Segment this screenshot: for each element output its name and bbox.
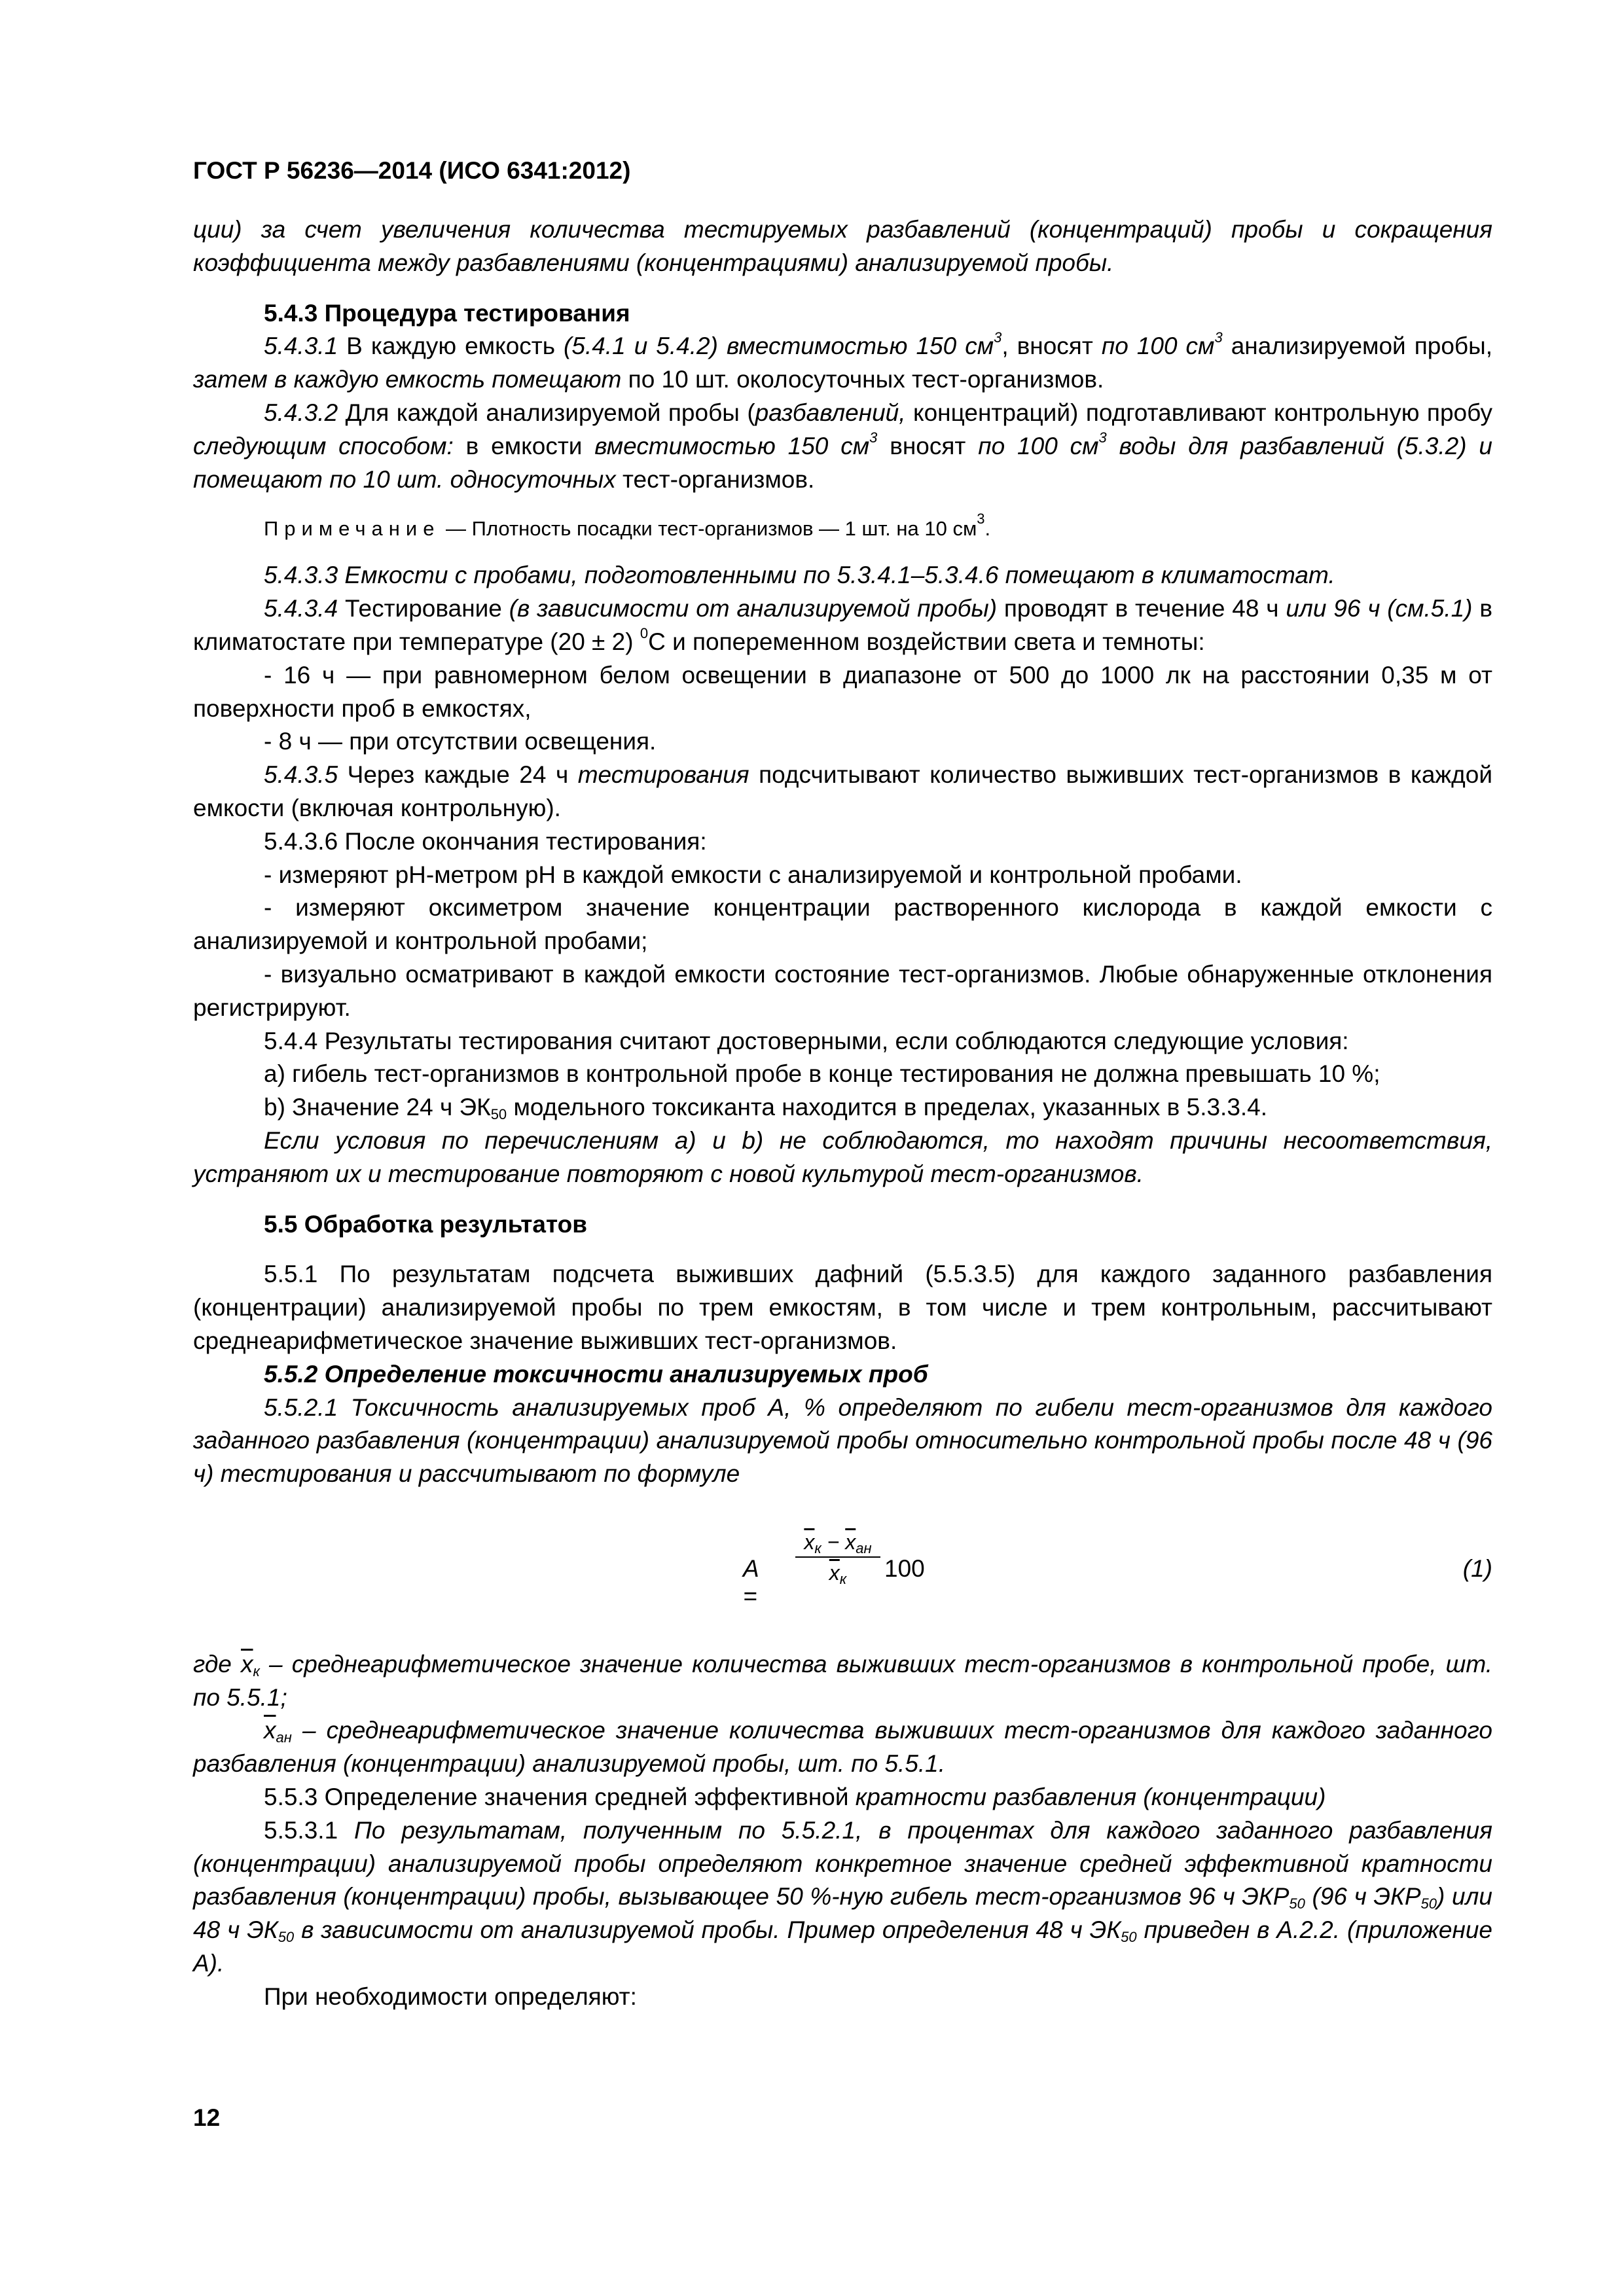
page-number: 12 [193, 2104, 221, 2131]
variable: $\overline{x}$ [845, 1530, 856, 1554]
subscript: ан [276, 1729, 292, 1746]
list-item: - 16 ч — при равномерном белом освещении в диапазоне от 500 до 1000 лк на расстоянии 0,35 м от поверхности проб в емкостях, [193, 661, 1492, 722]
text: модельного токсиканта находится в пределах, указанных в 5.3.3.4. [507, 1094, 1268, 1121]
paragraph-5-5-1: 5.5.1 По результатам подсчета выживших дафний (5.5.3.5) для каждого заданного разбавления (концентрации) анализируемой пробы по трем емкостям, в том числе и трем контрольным, рассчитывают среднеарифметическое значение выживших тест-организмов. [193, 1261, 1492, 1354]
text: . [984, 517, 991, 541]
text: или 96 ч (см.5.1) [1286, 595, 1473, 622]
fraction-bar [795, 1556, 880, 1558]
variable: $\overline{x}$ [241, 1650, 253, 1677]
text: в климатостате при температуре (20 ± 2) [193, 595, 1493, 655]
text: вместимостью 150 см [594, 432, 870, 459]
text: b) Значение 24 ч ЭК [264, 1094, 491, 1121]
note [193, 511, 1492, 543]
text: следующим способом: [193, 432, 454, 459]
text: С и попеременном воздействии света и темноты: [648, 628, 1205, 655]
text: воды для разбавлений (5.3.2) и помещают по 10 шт. односуточных [193, 432, 1492, 493]
document-header: ГОСТ Р 56236—2014 (ИСО 6341:2012) [193, 157, 631, 184]
list-item: - визуально осматривают в каждой емкости состояние тест-организмов. Любые обнаруженные отклонения регистрируют. [193, 960, 1492, 1021]
text: Для каждой анализируемой пробы ( [338, 399, 755, 426]
text: вносят [877, 432, 979, 459]
paragraph-continuation: ции) за счет увеличения количества тестируемых разбавлений (концентраций) пробы и сокращения коэффициента между разбавлениями (концентрациями) анализируемой пробы. [193, 216, 1492, 276]
paragraph-5-4-3-4 [193, 592, 1492, 659]
text: концентраций) подготавливают контрольную пробу [905, 399, 1492, 426]
subscript: к [814, 1539, 821, 1556]
subscript: 50 [490, 1106, 507, 1123]
subscript: 50 [1289, 1895, 1305, 1912]
text: В каждую емкость [338, 332, 564, 360]
operator: − [821, 1530, 846, 1554]
note-text: — Плотность посадки тест-организмов — 1 шт. на 10 см [440, 517, 977, 541]
text: (в зависимости от анализируемой пробы) [509, 595, 998, 622]
text: – среднеарифметическое значение количества выживших тест-организмов в контрольной пробе, шт. по 5.5.1; [193, 1650, 1493, 1711]
clause-number: 5.4.3.1 [264, 332, 338, 360]
clause-number: 5.4.3.4 [264, 595, 338, 622]
subscript: 50 [1420, 1895, 1437, 1912]
subscript: 50 [278, 1929, 295, 1946]
text: где [193, 1650, 232, 1677]
superscript: 3 [994, 329, 1002, 346]
text: в зависимости от анализируемой пробы. Пример определения 48 ч ЭК [294, 1916, 1121, 1944]
note-label: Примечание [264, 517, 441, 541]
formula-fraction [795, 1529, 880, 1585]
paragraph-need: При необходимости определяют: [264, 1982, 637, 2010]
text: анализируемой пробы, [1222, 332, 1492, 360]
paragraph-5-5-3 [193, 1781, 1492, 1814]
superscript: 0 [640, 624, 649, 641]
superscript: 3 [1214, 329, 1223, 346]
variable: $\overline{x}$ [264, 1717, 276, 1744]
superscript: 3 [869, 429, 878, 446]
text: разбавлений, [755, 399, 906, 426]
equation-number: (1) [1462, 1554, 1492, 1582]
paragraph-5-5-2-1: 5.5.2.1 Токсичность анализируемых проб А, % определяют по гибели тест-организмов для каждого заданного разбавления (концентрации) анализируемой пробы относительно контрольной пробы после 48 ч (96 ч) тестирования и рассчитывают по формуле [193, 1393, 1492, 1488]
text: по 10 шт. околосуточных тест-организмов. [621, 366, 1104, 393]
text: затем в каждую емкость помещают [193, 366, 622, 393]
paragraph-5-4-4: 5.4.4 Результаты тестирования считают достоверными, если соблюдаются следующие условия: [264, 1027, 1349, 1054]
text: подсчитывают количество выживших тест-организмов в каждой емкости (включая контрольную). [193, 761, 1493, 821]
paragraph-5-4-3-3: 5.4.3.3 Емкости с пробами, подготовленными по 5.3.4.1–5.3.4.6 помещают в климатостат. [264, 562, 1335, 589]
subscript: к [839, 1570, 847, 1587]
text: , вносят [1001, 332, 1102, 360]
text: кратности разбавления [855, 1784, 1137, 1811]
text: по 100 см [978, 432, 1099, 459]
paragraph-5-4-3-2 [193, 397, 1492, 496]
subscript: к [253, 1662, 260, 1679]
clause-number: 5.5.3.1 [264, 1816, 338, 1844]
formula-denominator [795, 1560, 880, 1585]
text: – среднеарифметическое значение количества выживших тест-организмов для каждого заданного разбавления (концентрации) анализируемой пробы, шт. по 5.5.1. [193, 1717, 1492, 1778]
text: тестирования [577, 761, 749, 789]
formula-legend-1 [193, 1648, 1492, 1715]
text: (концентрации) [1136, 1784, 1326, 1811]
paragraph-5-4-3-6: 5.4.3.6 После окончания тестирования: [264, 827, 707, 855]
paragraph-conditions: Если условия по перечислениям а) и b) не соблюдаются, то находят причины несоответствия, устраняют их и тестирование повторяют с новой культурой тест-организмов. [193, 1126, 1492, 1187]
paragraph-5-4-3-5 [193, 759, 1492, 825]
list-item [193, 1091, 1492, 1124]
document-page [193, 157, 1492, 2014]
text: по 100 см [1101, 332, 1215, 360]
formula-numerator [795, 1529, 880, 1555]
text: Через каждые 24 ч [338, 761, 578, 789]
text: (5.4.1 и 5.4.2) вместимостью 150 см [564, 332, 994, 360]
superscript: 3 [1098, 429, 1107, 446]
section-heading-5-5-2: 5.5.2 Определение токсичности анализируемых проб [264, 1360, 928, 1388]
text: приведен в А.2.2. (приложение А). [193, 1916, 1492, 1977]
paragraph-5-4-3-1 [193, 330, 1492, 397]
formula-block [193, 1511, 1492, 1622]
list-item: - 8 ч — при отсутствии освещения. [264, 728, 657, 755]
formula-factor: 100 [884, 1554, 925, 1582]
list-item: а) гибель тест-организмов в контрольной пробе в конце тестирования не должна превышать 10 %; [264, 1060, 1380, 1088]
clause-number: 5.4.3.2 [264, 399, 338, 426]
subscript: ан [856, 1539, 872, 1556]
list-item: - измеряют оксиметром значение концентрации растворенного кислорода в каждой емкости с анализируемой и контрольной пробами; [193, 894, 1492, 955]
section-heading-5-4-3: 5.4.3 Процедура тестирования [264, 299, 630, 327]
text: в емкости [453, 432, 595, 459]
list-item: - измеряют рН-метром рН в каждой емкости с анализируемой и контрольной пробами. [264, 861, 1242, 888]
formula-legend-2 [193, 1714, 1492, 1781]
clause-number: 5.4.3.5 [264, 761, 338, 789]
subscript: 50 [1121, 1929, 1137, 1946]
formula-lhs: A = [743, 1554, 759, 1609]
text: Тестирование [338, 595, 509, 622]
text: проводят в течение 48 ч [997, 595, 1286, 622]
text: тест-организмов. [615, 465, 815, 493]
text: По результатам, полученным по 5.5.2.1, в процентах для каждого заданного разбавления (концентрации) анализируемой пробы определяют конкретное значение средней эффективной кратности разбавления (концентрации) пробы, вызывающее 50 %-ную гибель тест-организмов 96 ч ЭКР [193, 1816, 1492, 1910]
text: 5.5.3 Определение значения средней эффективной [264, 1784, 856, 1811]
text: (96 ч ЭКР [1305, 1883, 1421, 1910]
superscript: 3 [977, 511, 985, 528]
variable: $\overline{x}$ [804, 1530, 815, 1554]
text: ) или 48 ч ЭК [193, 1883, 1493, 1944]
section-heading-5-5: 5.5 Обработка результатов [264, 1210, 587, 1238]
variable: $\overline{x}$ [829, 1560, 840, 1585]
paragraph-5-5-3-1 [193, 1814, 1492, 1981]
